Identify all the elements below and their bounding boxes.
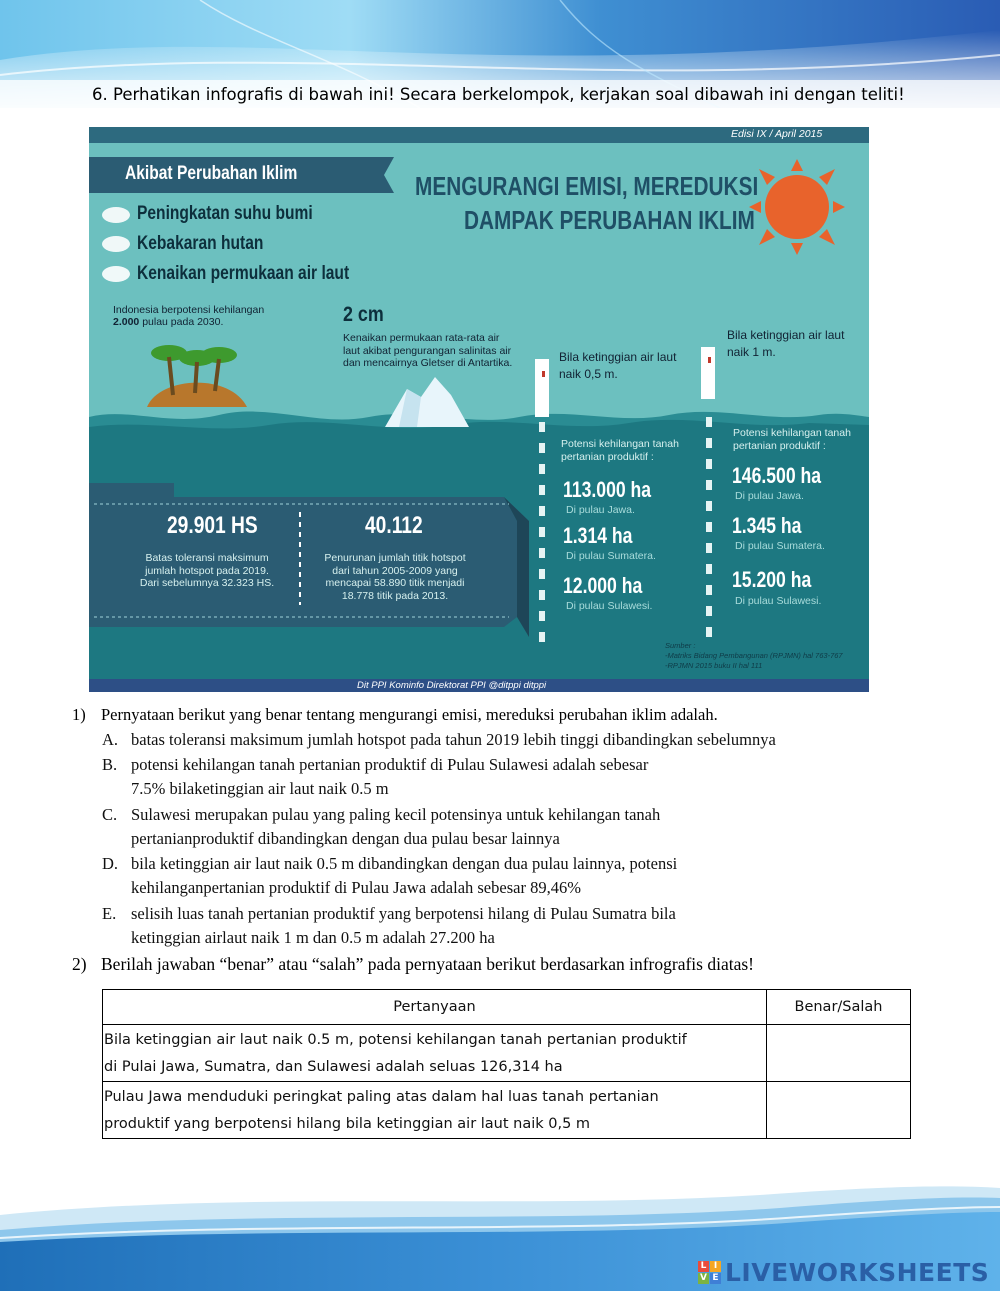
water-gauge-half-meter — [535, 359, 549, 417]
option-text: batas toleransi maksimum jumlah hotspot pada tahun 2019 lebih tinggi dibandingkan sebelumnya — [131, 730, 776, 749]
question-number: 1) — [72, 705, 86, 724]
sea-rise-value: 2 cm — [343, 303, 384, 326]
answer-cell[interactable] — [767, 1025, 911, 1082]
source-note: Sumber : -Matriks Bidang Pembangunan (RPJMN) hal 763-767 -RPJMN 2015 buku II hal 111 — [665, 641, 843, 670]
table-row — [103, 1082, 911, 1139]
infographic-footer: Dit PPI Kominfo Direktorat PPI @ditppi ditppi — [357, 680, 547, 691]
table-row — [103, 1025, 911, 1082]
answer-cell[interactable] — [767, 1082, 911, 1139]
statement-cell: Bila ketinggian air laut naik 0.5 m, potensi kehilangan tanah pertanian produktif di Pulai Jawa, Sumatra, dan Sulawesi adalah seluas 126,314 ha — [103, 1025, 767, 1082]
one-meter-place: Di pulau Jawa. — [735, 490, 804, 502]
hotspot-value: 29.901 HS — [167, 512, 258, 539]
one-meter-value: 15.200 ha — [732, 567, 812, 592]
table-header-row — [103, 990, 911, 1025]
headline-line-1: MENGURANGI EMISI, MEREDUKSI — [415, 171, 759, 201]
half-meter-value: 12.000 ha — [563, 573, 643, 598]
option-text: Sulawesi merupakan pulau yang paling kecil potensinya untuk kehilangan tanah pertanianproduktif dibandingkan dengan dua pulau besar lainnya — [131, 805, 661, 848]
edition-label: Edisi IX / April 2015 — [731, 128, 823, 140]
potential-label-one: Potensi kehilangan tanah pertanian produktif : — [733, 427, 851, 452]
question-number: 2) — [72, 954, 87, 974]
one-meter-place: Di pulau Sumatera. — [735, 540, 825, 552]
cause-item: Kenaikan permukaan air laut — [137, 263, 350, 284]
half-meter-place: Di pulau Jawa. — [566, 504, 635, 516]
option-text: potensi kehilangan tanah pertanian produktif di Pulau Sulawesi adalah sebesar 7.5% bilaketinggian air laut naik 0.5 m — [131, 755, 649, 798]
hotspot-description: Batas toleransi maksimum jumlah hotspot pada 2019. Dari sebelumnya 32.323 HS. — [139, 552, 275, 589]
logo-grid-icon: L I V E — [698, 1261, 721, 1284]
true-false-table — [102, 989, 911, 1139]
one-meter-label: Bila ketinggian air laut naik 1 m. — [727, 328, 845, 359]
half-meter-label: Bila ketinggian air laut naik 0,5 m. — [559, 350, 677, 381]
option-text: bila ketinggian air laut naik 0.5 m dibandingkan dengan dua pulau lainnya, potensi kehilanganpertanian produktif di Pulau Jawa adalah sebesar 89,46% — [131, 854, 678, 897]
option-letter: A. — [102, 730, 119, 749]
one-meter-place: Di pulau Sulawesi. — [735, 595, 822, 607]
half-meter-place: Di pulau Sumatera. — [566, 550, 656, 562]
island-note: Indonesia berpotensi kehilangan 2.000 pulau pada 2030. — [113, 304, 265, 328]
decline-value: 40.112 — [365, 512, 423, 539]
one-meter-value: 1.345 ha — [732, 513, 802, 538]
option-text: selisih luas tanah pertanian produktif yang berpotensi hilang di Pulau Sumatra bila ketinggian airlaut naik 1 m dan 0.5 m adalah 27.200 ha — [131, 904, 676, 947]
half-meter-place: Di pulau Sulawesi. — [566, 600, 653, 612]
one-meter-value: 146.500 ha — [732, 463, 822, 488]
statement-cell: Pulau Jawa menduduki peringkat paling atas dalam hal luas tanah pertanian produktif yang berpotensi hilang bila ketinggian air laut naik 0,5 m — [103, 1082, 767, 1139]
liveworksheets-logo — [698, 1258, 989, 1287]
option-letter: C. — [102, 805, 118, 824]
option-letter: D. — [102, 854, 119, 873]
logo-wordmark: LIVEWORKSHEETS — [725, 1258, 990, 1287]
water-gauge-one-meter — [701, 347, 715, 399]
table-header-statement: Pertanyaan — [103, 990, 767, 1025]
decline-description: Penurunan jumlah titik hotspot dari tahun 2005-2009 yang mencapai 58.890 titik menjadi 18.778 titik pada 2013. — [324, 552, 466, 602]
sea-rise-description: Kenaikan permukaan rata-rata air laut akibat pengurangan salinitas air dan mencairnya Gletser di Antartika. — [343, 332, 513, 369]
cause-item: Peningkatan suhu bumi — [137, 203, 313, 224]
instruction-text: 6. Perhatikan infografis di bawah ini! Secara berkelompok, kerjakan soal dibawah ini dengan teliti! — [92, 85, 905, 104]
option-letter: E. — [102, 904, 117, 923]
cause-item: Kebakaran hutan — [137, 233, 264, 254]
potential-label-half: Potensi kehilangan tanah pertanian produktif : — [561, 438, 679, 463]
headline-line-2: DAMPAK PERUBAHAN IKLIM — [464, 205, 755, 235]
question-text: Berilah jawaban “benar” atau “salah” pada pernyataan berikut berdasarkan infrografis diatas! — [101, 954, 755, 974]
climate-infographic — [89, 127, 869, 692]
causes-title: Akibat Perubahan Iklim — [125, 163, 298, 184]
option-letter: B. — [102, 755, 118, 774]
table-header-answer: Benar/Salah — [767, 990, 911, 1025]
half-meter-value: 113.000 ha — [563, 477, 652, 502]
half-meter-value: 1.314 ha — [563, 523, 633, 548]
question-text: Pernyataan berikut yang benar tentang mengurangi emisi, mereduksi perubahan iklim adalah. — [101, 705, 718, 724]
